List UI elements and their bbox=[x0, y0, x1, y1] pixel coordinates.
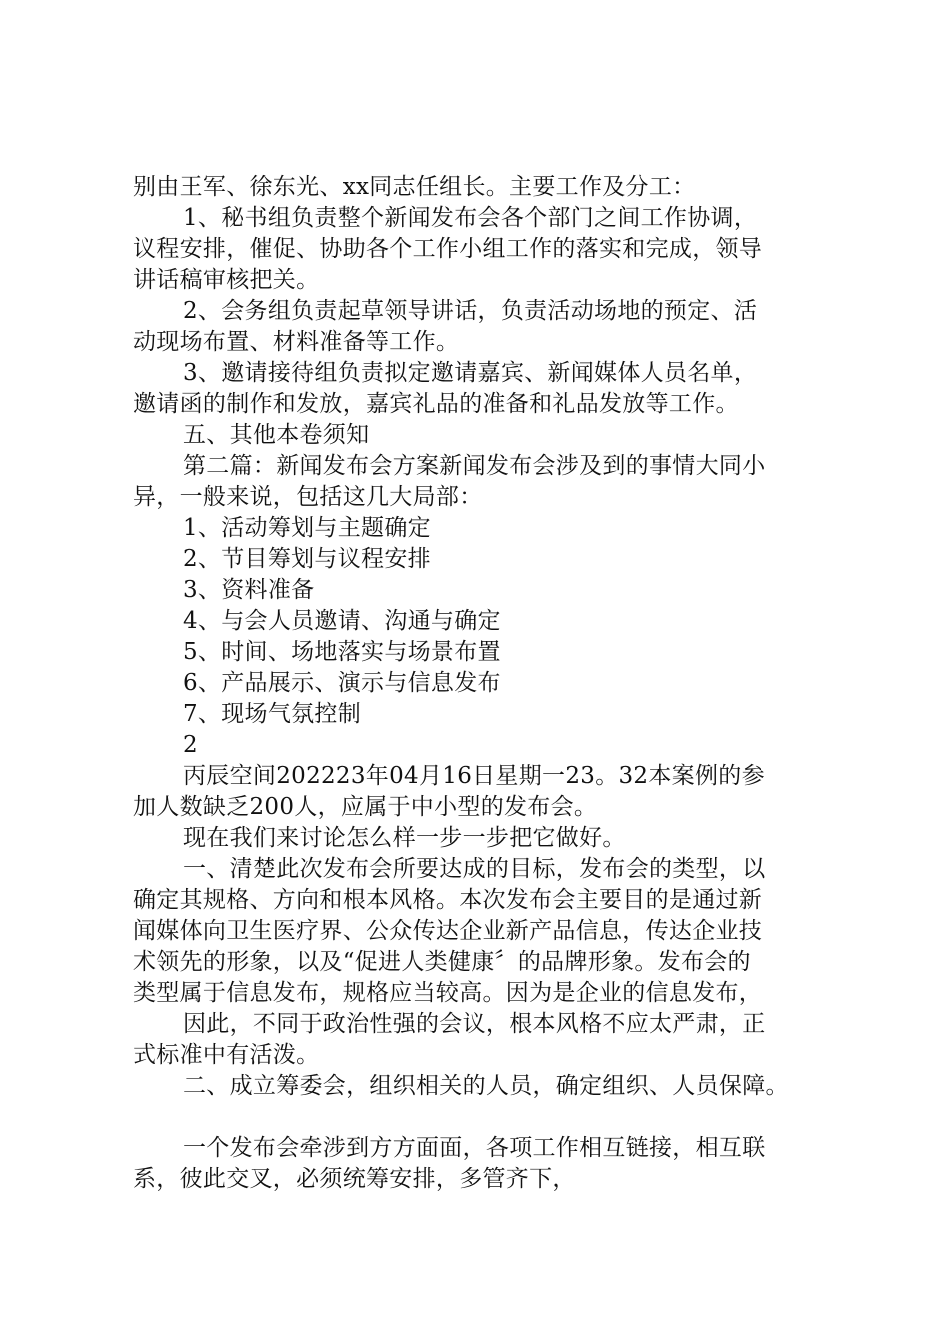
text-line: 异，一般来说，包括这几大局部： bbox=[133, 484, 483, 510]
text-line: 式标准中有活泼。 bbox=[133, 1042, 320, 1068]
list-item: 6、产品展示、演示与信息发布 bbox=[183, 670, 501, 696]
section-heading: 二、成立筹委会，组织相关的人员，确定组织、人员保障。 bbox=[183, 1073, 789, 1099]
text-line: 闻媒体向卫生医疗界、公众传达企业新产品信息，传达企业技 bbox=[133, 918, 763, 944]
list-item: 7、现场气氛控制 bbox=[183, 701, 362, 727]
text-line: 2、会务组负责起草领导讲话，负责活动场地的预定、活 bbox=[183, 298, 758, 324]
list-item: 2、节目筹划与议程安排 bbox=[183, 546, 431, 572]
text-line: 第二篇：新闻发布会方案新闻发布会涉及到的事情大同小 bbox=[183, 453, 766, 479]
text-line: 术领先的形象，以及“促进人类健康〞的品牌形象。发布会的 bbox=[133, 949, 751, 975]
text-line: 类型属于信息发布，规格应当较高。因为是企业的信息发布， bbox=[133, 980, 763, 1006]
list-item: 3、资料准备 bbox=[183, 577, 315, 603]
text-line: 邀请函的制作和发放，嘉宾礼品的准备和礼品发放等工作。 bbox=[133, 391, 739, 417]
text-line: 确定其规格、方向和根本风格。本次发布会主要目的是通过新 bbox=[133, 887, 763, 913]
text-line: 1、秘书组负责整个新闻发布会各个部门之间工作协调， bbox=[183, 205, 758, 231]
list-item: 5、时间、场地落实与场景布置 bbox=[183, 639, 501, 665]
text-line: 加人数缺乏200人，应属于中小型的发布会。 bbox=[133, 794, 598, 820]
text-line: 丙辰空间202223年04月16日星期一23。32本案例的参 bbox=[183, 763, 765, 789]
text-line: 别由王军、徐东光、xx同志任组长。主要工作及分工： bbox=[133, 174, 696, 200]
list-item: 4、与会人员邀请、沟通与确定 bbox=[183, 608, 501, 634]
list-item: 1、活动筹划与主题确定 bbox=[183, 515, 431, 541]
text-line: 系，彼此交叉，必须统筹安排，多管齐下， bbox=[133, 1166, 576, 1192]
text-line: 讲话稿审核把关。 bbox=[133, 267, 320, 293]
text-line: 动现场布置、材料准备等工作。 bbox=[133, 329, 460, 355]
text-line: 议程安排，催促、协助各个工作小组工作的落实和完成，领导 bbox=[133, 236, 763, 262]
text-line: 现在我们来讨论怎么样一步一步把它做好。 bbox=[183, 825, 626, 851]
text-line: 一个发布会牵涉到方方面面，各项工作相互链接，相互联 bbox=[183, 1135, 766, 1161]
text-line: 3、邀请接待组负责拟定邀请嘉宾、新闻媒体人员名单， bbox=[183, 360, 758, 386]
section-heading: 五、其他本卷须知 bbox=[183, 422, 370, 448]
text-line: 2 bbox=[183, 732, 198, 758]
text-line: 一、清楚此次发布会所要达成的目标，发布会的类型，以 bbox=[183, 856, 766, 882]
text-line: 因此，不同于政治性强的会议，根本风格不应太严肃，正 bbox=[183, 1011, 766, 1037]
